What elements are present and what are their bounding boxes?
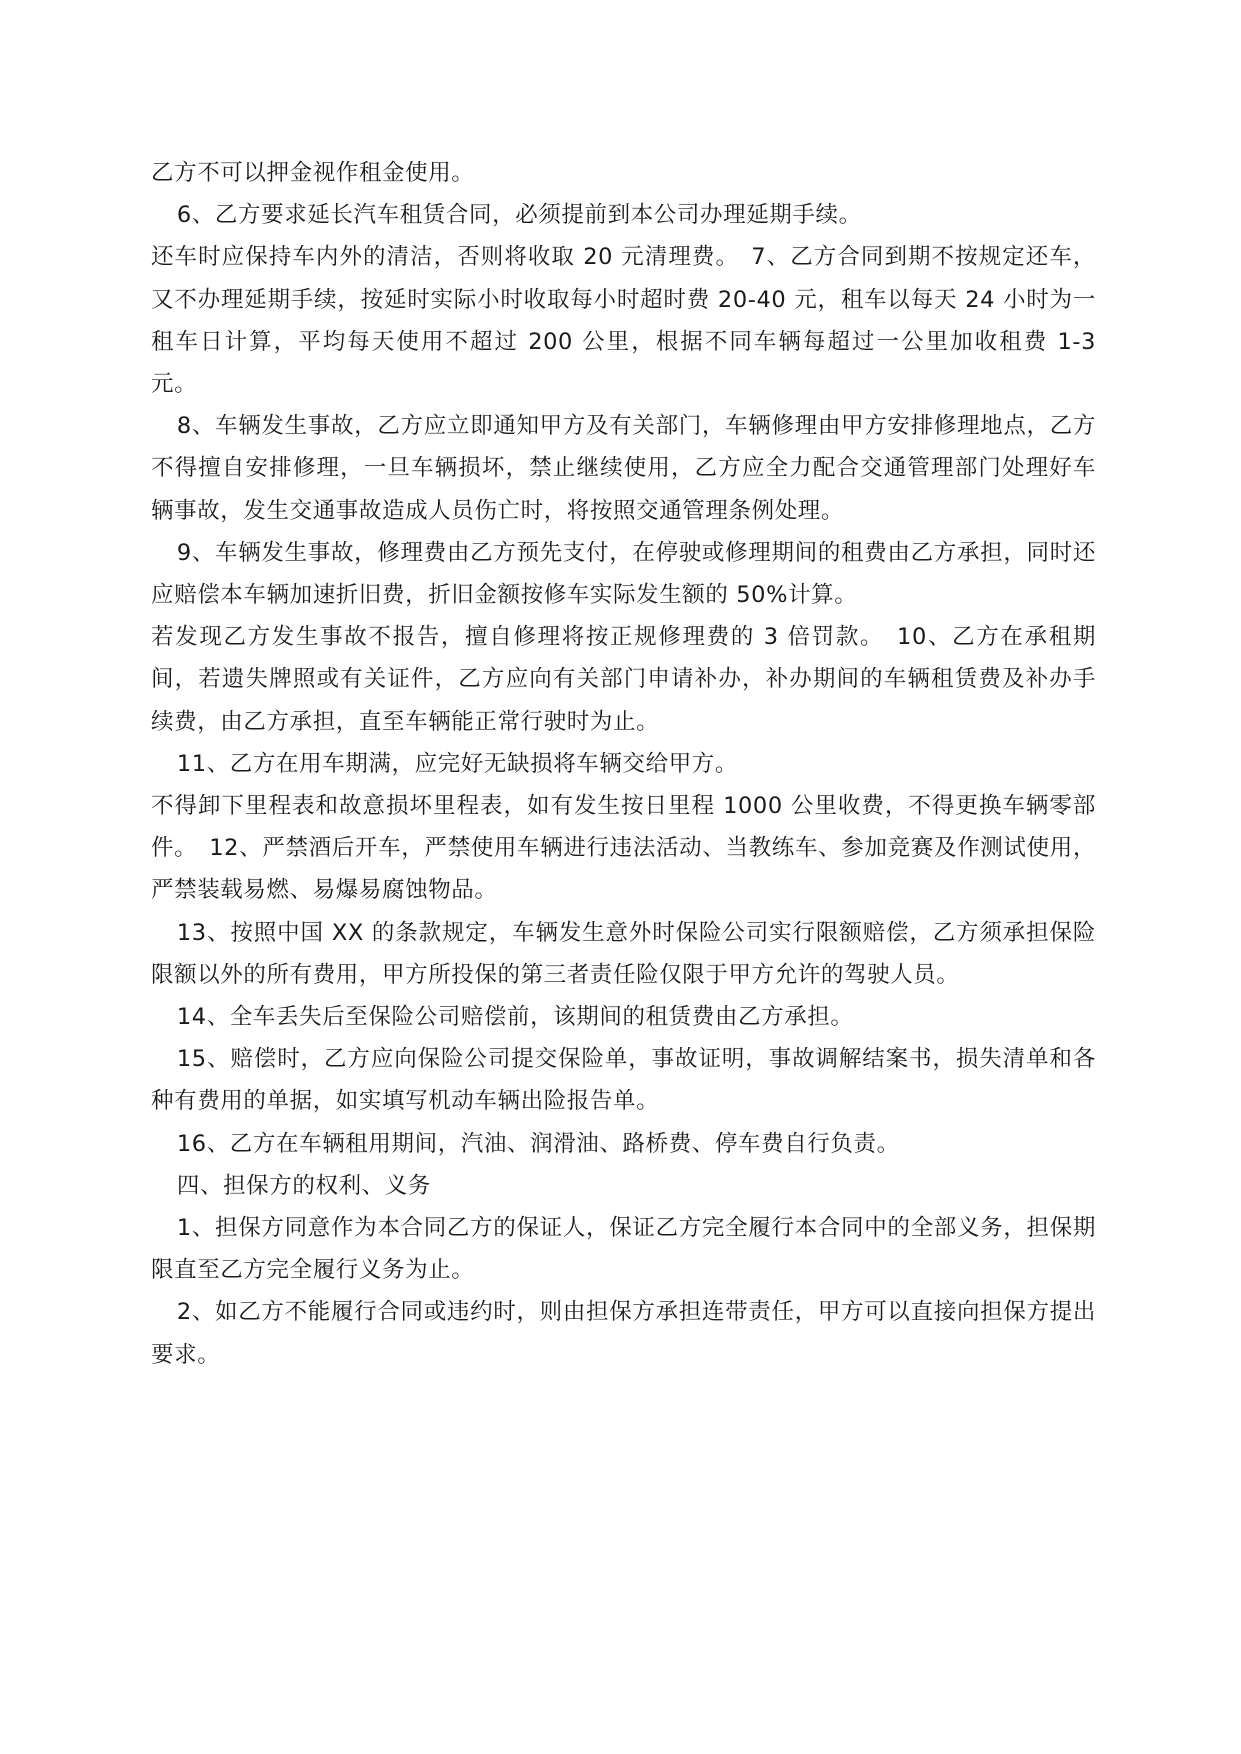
paragraph: 16、乙方在车辆租用期间，汽油、润滑油、路桥费、停车费自行负责。 xyxy=(176,1130,900,1157)
paragraph: 14、全车丢失后至保险公司赔偿前，该期间的租赁费由乙方承担。 xyxy=(176,1004,854,1031)
paragraph: 乙方不可以押金视作租金使用。 xyxy=(151,160,475,186)
paragraph: 13、按照中国 XX 的条款规定，车辆发生意外时保险公司实行限额赔偿，乙方须承担保险限额以外的所有费用，甲方所投保的第三者责任险仅限于甲方允许的驾驶人员。 xyxy=(151,919,1096,988)
paragraph: 6、乙方要求延长汽车租赁合同，必须提前到本公司办理延期手续。 xyxy=(176,202,862,229)
paragraph: 15、赔偿时，乙方应向保险公司提交保险单，事故证明，事故调解结案书，损失清单和各种有费用的单据，如实填写机动车辆出险报告单。 xyxy=(151,1046,1096,1115)
paragraph: 8、车辆发生事故，乙方应立即通知甲方及有关部门，车辆修理由甲方安排修理地点，乙方不得擅自安排修理，一旦车辆损坏，禁止继续使用，乙方应全力配合交通管理部门处理好车辆事故，发生交通事故造成人员伤亡时，将按照交通管理条例处理。 xyxy=(151,413,1096,524)
paragraph: 9、车辆发生事故，修理费由乙方预先支付，在停驶或修理期间的租费由乙方承担，同时还应赔偿本车辆加速折旧费，折旧金额按修车实际发生额的 50%计算。 xyxy=(151,539,1096,609)
paragraph: 1、担保方同意作为本合同乙方的保证人，保证乙方完全履行本合同中的全部义务，担保期限直至乙方完全履行义务为止。 xyxy=(151,1215,1096,1284)
paragraph: 2、如乙方不能履行合同或违约时，则由担保方承担连带责任，甲方可以直接向担保方提出要求。 xyxy=(151,1299,1096,1368)
paragraph: 还车时应保持车内外的清洁，否则将收取 20 元清理费。 7、乙方合同到期不按规定还车，又不办理延期手续，按延时实际小时收取每小时超时费 20-40 元，租车以每天 24 小时为一租车日计算，平均每天使用不超过 200 公里，根据不同车辆每超过一公里加收租费 1-3 元。 xyxy=(151,244,1096,398)
paragraph: 11、乙方在用车期满，应完好无缺损将车辆交给甲方。 xyxy=(176,750,739,777)
document-body xyxy=(151,152,1096,1376)
paragraph: 若发现乙方发生事故不报告，擅自修理将按正规修理费的 3 倍罚款。 10、乙方在承租期间，若遗失牌照或有关证件，乙方应向有关部门申请补办，补办期间的车辆租赁费及补办手续费，由乙方承担，直至车辆能正常行驶时为止。 xyxy=(151,624,1096,735)
paragraph: 四、担保方的权利、义务 xyxy=(176,1172,431,1199)
paragraph: 不得卸下里程表和故意损坏里程表，如有发生按日里程 1000 公里收费，不得更换车辆零部件。 12、严禁酒后开车，严禁使用车辆进行违法活动、当教练车、参加竞赛及作测试使用，严禁装载易燃、易爆易腐蚀物品。 xyxy=(151,793,1096,904)
